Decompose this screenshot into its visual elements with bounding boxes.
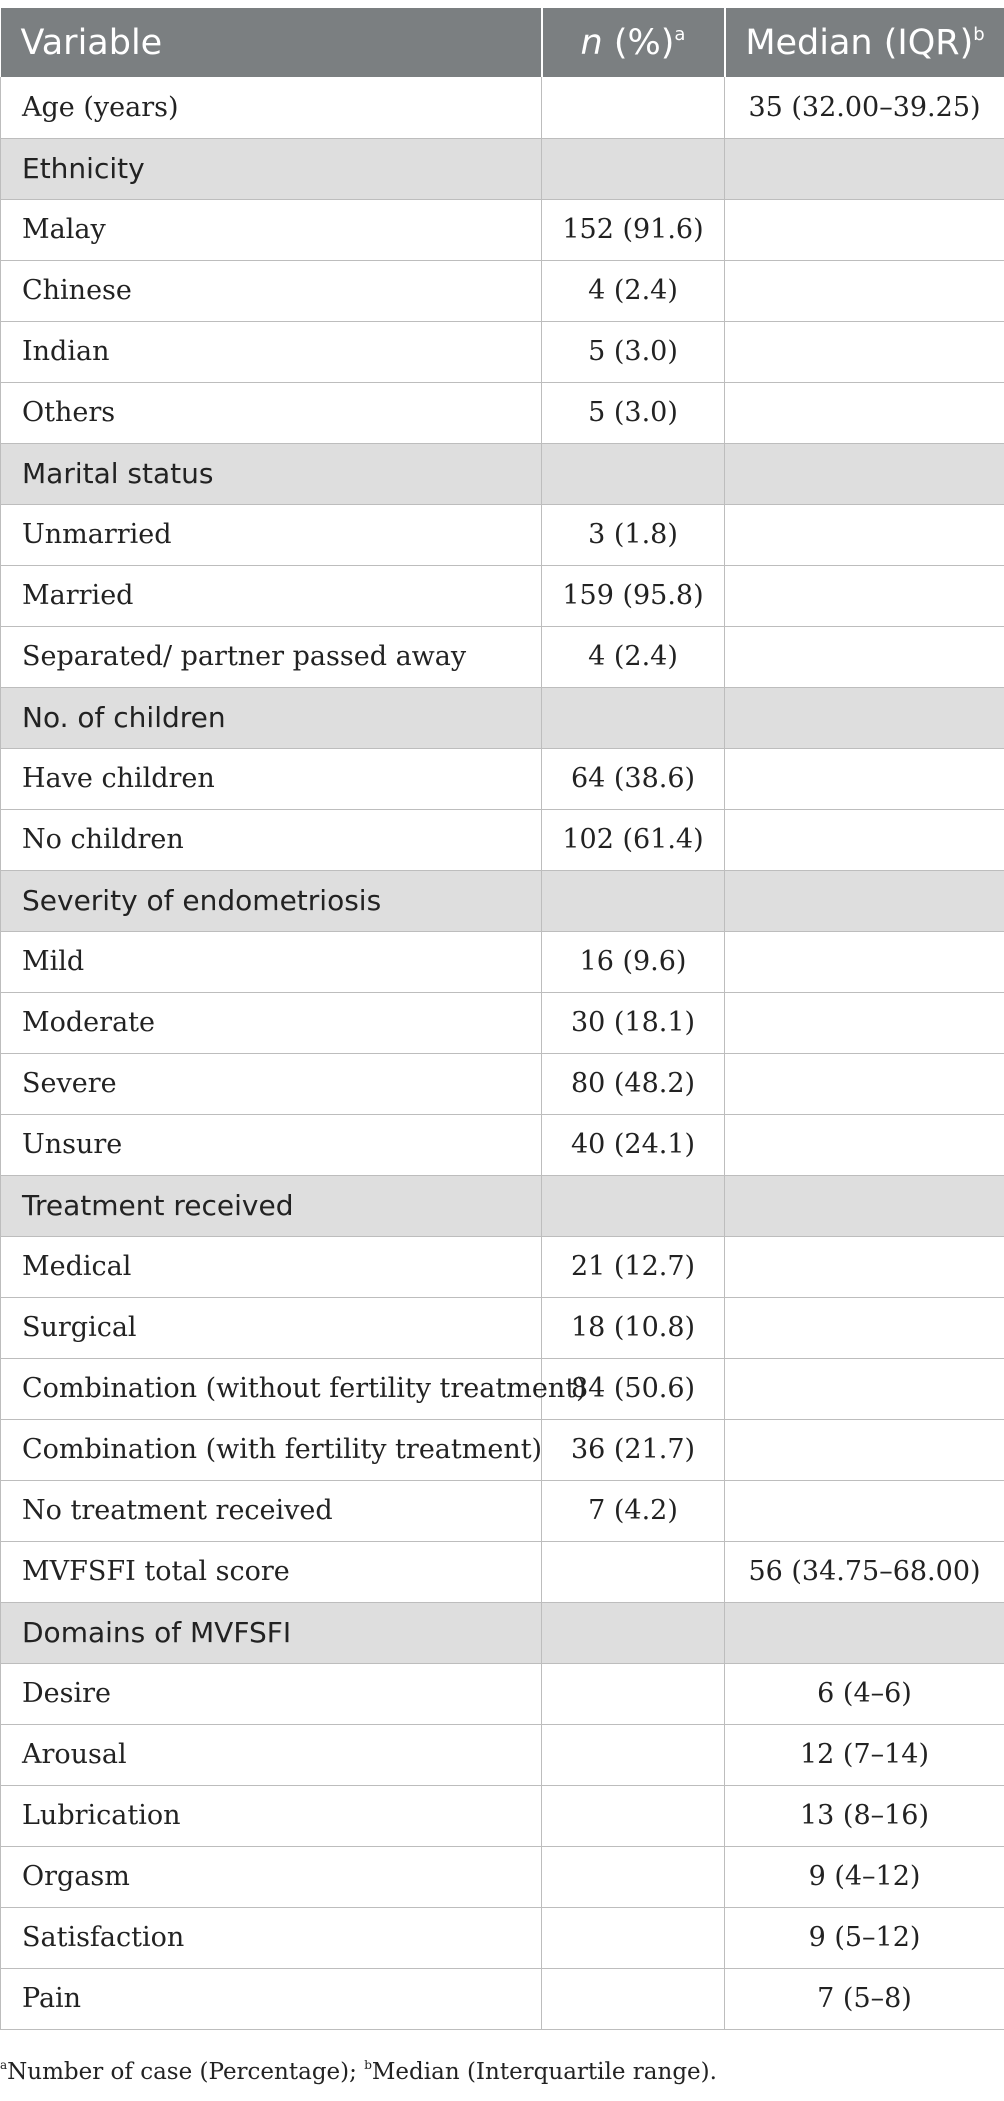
header-median-label: Median (IQR) <box>745 22 974 63</box>
variable-cell: Satisfaction <box>1 1907 542 1968</box>
n-percent-cell: 36 (21.7) <box>542 1419 725 1480</box>
variable-cell: Pain <box>1 1968 542 2029</box>
section-empty-cell <box>725 870 1004 931</box>
table-row <box>1 748 1004 809</box>
table-footnote <box>0 2058 717 2085</box>
header-n-sup: a <box>674 23 686 45</box>
header-row <box>1 8 1004 77</box>
n-percent-cell <box>542 1785 725 1846</box>
section-empty-cell <box>725 1602 1004 1663</box>
median-iqr-cell <box>725 626 1004 687</box>
median-iqr-cell <box>725 1480 1004 1541</box>
n-percent-cell: 5 (3.0) <box>542 382 725 443</box>
variable-cell: Orgasm <box>1 1846 542 1907</box>
variable-cell: Unmarried <box>1 504 542 565</box>
median-iqr-cell: 7 (5–8) <box>725 1968 1004 2029</box>
n-percent-cell <box>542 1968 725 2029</box>
table-row <box>1 1419 1004 1480</box>
table-row <box>1 626 1004 687</box>
table-row <box>1 1724 1004 1785</box>
table-row <box>1 1297 1004 1358</box>
footnote-a-sup: a <box>0 2058 8 2072</box>
variable-cell: No children <box>1 809 542 870</box>
median-iqr-cell: 12 (7–14) <box>725 1724 1004 1785</box>
n-percent-cell: 84 (50.6) <box>542 1358 725 1419</box>
median-iqr-cell: 13 (8–16) <box>725 1785 1004 1846</box>
n-percent-cell <box>542 1846 725 1907</box>
table-row <box>1 260 1004 321</box>
n-percent-cell: 3 (1.8) <box>542 504 725 565</box>
table-row <box>1 1053 1004 1114</box>
footnote-b-text: Median (Interquartile range). <box>371 2059 717 2085</box>
n-percent-cell <box>542 1663 725 1724</box>
variable-cell: Separated/ partner passed away <box>1 626 542 687</box>
variable-cell: Surgical <box>1 1297 542 1358</box>
table-row <box>1 199 1004 260</box>
variable-cell: Chinese <box>1 260 542 321</box>
section-label: Treatment received <box>1 1175 542 1236</box>
median-iqr-cell <box>725 1297 1004 1358</box>
n-percent-cell <box>542 1907 725 1968</box>
n-percent-cell: 5 (3.0) <box>542 321 725 382</box>
section-empty-cell <box>725 443 1004 504</box>
n-percent-cell: 102 (61.4) <box>542 809 725 870</box>
section-header-row <box>1 687 1004 748</box>
variable-cell: Mild <box>1 931 542 992</box>
section-header-row <box>1 1175 1004 1236</box>
n-percent-cell: 7 (4.2) <box>542 1480 725 1541</box>
median-iqr-cell: 6 (4–6) <box>725 1663 1004 1724</box>
median-iqr-cell <box>725 565 1004 626</box>
median-iqr-cell <box>725 1114 1004 1175</box>
variable-cell: Indian <box>1 321 542 382</box>
variable-cell: Lubrication <box>1 1785 542 1846</box>
table-row <box>1 1907 1004 1968</box>
median-iqr-cell <box>725 1419 1004 1480</box>
median-iqr-cell <box>725 748 1004 809</box>
variable-cell: Combination (with fertility treatment) <box>1 1419 542 1480</box>
section-header-row <box>1 1602 1004 1663</box>
variable-cell: MVFSFI total score <box>1 1541 542 1602</box>
section-header-row <box>1 138 1004 199</box>
n-percent-cell: 159 (95.8) <box>542 565 725 626</box>
section-empty-cell <box>542 870 725 931</box>
section-header-row <box>1 443 1004 504</box>
n-percent-cell <box>542 1541 725 1602</box>
table-row <box>1 931 1004 992</box>
median-iqr-cell <box>725 321 1004 382</box>
median-iqr-cell <box>725 199 1004 260</box>
table-row <box>1 504 1004 565</box>
variable-cell: Medical <box>1 1236 542 1297</box>
median-iqr-cell <box>725 1358 1004 1419</box>
table-row <box>1 1846 1004 1907</box>
n-percent-cell: 80 (48.2) <box>542 1053 725 1114</box>
table-row <box>1 1663 1004 1724</box>
table-row <box>1 1541 1004 1602</box>
table-row <box>1 1480 1004 1541</box>
table-row <box>1 1236 1004 1297</box>
section-empty-cell <box>542 687 725 748</box>
section-empty-cell <box>542 1602 725 1663</box>
variable-cell: No treatment received <box>1 1480 542 1541</box>
n-percent-cell: 4 (2.4) <box>542 260 725 321</box>
table-row <box>1 1114 1004 1175</box>
variable-cell: Arousal <box>1 1724 542 1785</box>
variable-cell: Married <box>1 565 542 626</box>
n-percent-cell: 152 (91.6) <box>542 199 725 260</box>
section-empty-cell <box>542 443 725 504</box>
n-percent-cell: 30 (18.1) <box>542 992 725 1053</box>
section-header-row <box>1 870 1004 931</box>
section-label: Domains of MVFSFI <box>1 1602 542 1663</box>
table-row <box>1 809 1004 870</box>
variable-cell: Others <box>1 382 542 443</box>
header-n-percent <box>542 8 725 77</box>
n-percent-cell <box>542 1724 725 1785</box>
data-table <box>0 8 1004 2030</box>
section-empty-cell <box>725 1175 1004 1236</box>
n-percent-cell: 40 (24.1) <box>542 1114 725 1175</box>
n-percent-cell: 21 (12.7) <box>542 1236 725 1297</box>
median-iqr-cell <box>725 260 1004 321</box>
median-iqr-cell: 9 (5–12) <box>725 1907 1004 1968</box>
header-variable: Variable <box>1 8 542 77</box>
n-percent-cell: 18 (10.8) <box>542 1297 725 1358</box>
table-row <box>1 1785 1004 1846</box>
table-row <box>1 1968 1004 2029</box>
table-row <box>1 382 1004 443</box>
section-empty-cell <box>725 138 1004 199</box>
header-median-iqr <box>725 8 1004 77</box>
table-row <box>1 992 1004 1053</box>
median-iqr-cell <box>725 382 1004 443</box>
variable-cell: Malay <box>1 199 542 260</box>
median-iqr-cell <box>725 1236 1004 1297</box>
section-label: Marital status <box>1 443 542 504</box>
table-body <box>1 77 1004 2029</box>
median-iqr-cell: 56 (34.75–68.00) <box>725 1541 1004 1602</box>
median-iqr-cell <box>725 809 1004 870</box>
median-iqr-cell <box>725 1053 1004 1114</box>
table-row <box>1 321 1004 382</box>
variable-cell: Severe <box>1 1053 542 1114</box>
median-iqr-cell <box>725 992 1004 1053</box>
header-n-pct: (%) <box>602 22 675 63</box>
header-n-label: n <box>580 22 603 63</box>
variable-cell: Have children <box>1 748 542 809</box>
median-iqr-cell <box>725 504 1004 565</box>
variable-cell: Moderate <box>1 992 542 1053</box>
variable-cell: Desire <box>1 1663 542 1724</box>
variable-cell: Age (years) <box>1 77 542 138</box>
header-median-sup: b <box>973 23 985 45</box>
section-label: Severity of endometriosis <box>1 870 542 931</box>
footnote-a-text: Number of case (Percentage); <box>7 2059 365 2085</box>
n-percent-cell: 16 (9.6) <box>542 931 725 992</box>
section-label: Ethnicity <box>1 138 542 199</box>
n-percent-cell <box>542 77 725 138</box>
table-row <box>1 565 1004 626</box>
section-empty-cell <box>725 687 1004 748</box>
section-empty-cell <box>542 1175 725 1236</box>
median-iqr-cell: 9 (4–12) <box>725 1846 1004 1907</box>
section-empty-cell <box>542 138 725 199</box>
table-row <box>1 77 1004 138</box>
variable-cell: Unsure <box>1 1114 542 1175</box>
section-label: No. of children <box>1 687 542 748</box>
variable-cell: Combination (without fertility treatment) <box>1 1358 542 1419</box>
n-percent-cell: 64 (38.6) <box>542 748 725 809</box>
footnote-b-sup: b <box>364 2058 372 2072</box>
table-row <box>1 1358 1004 1419</box>
median-iqr-cell <box>725 931 1004 992</box>
median-iqr-cell: 35 (32.00–39.25) <box>725 77 1004 138</box>
n-percent-cell: 4 (2.4) <box>542 626 725 687</box>
